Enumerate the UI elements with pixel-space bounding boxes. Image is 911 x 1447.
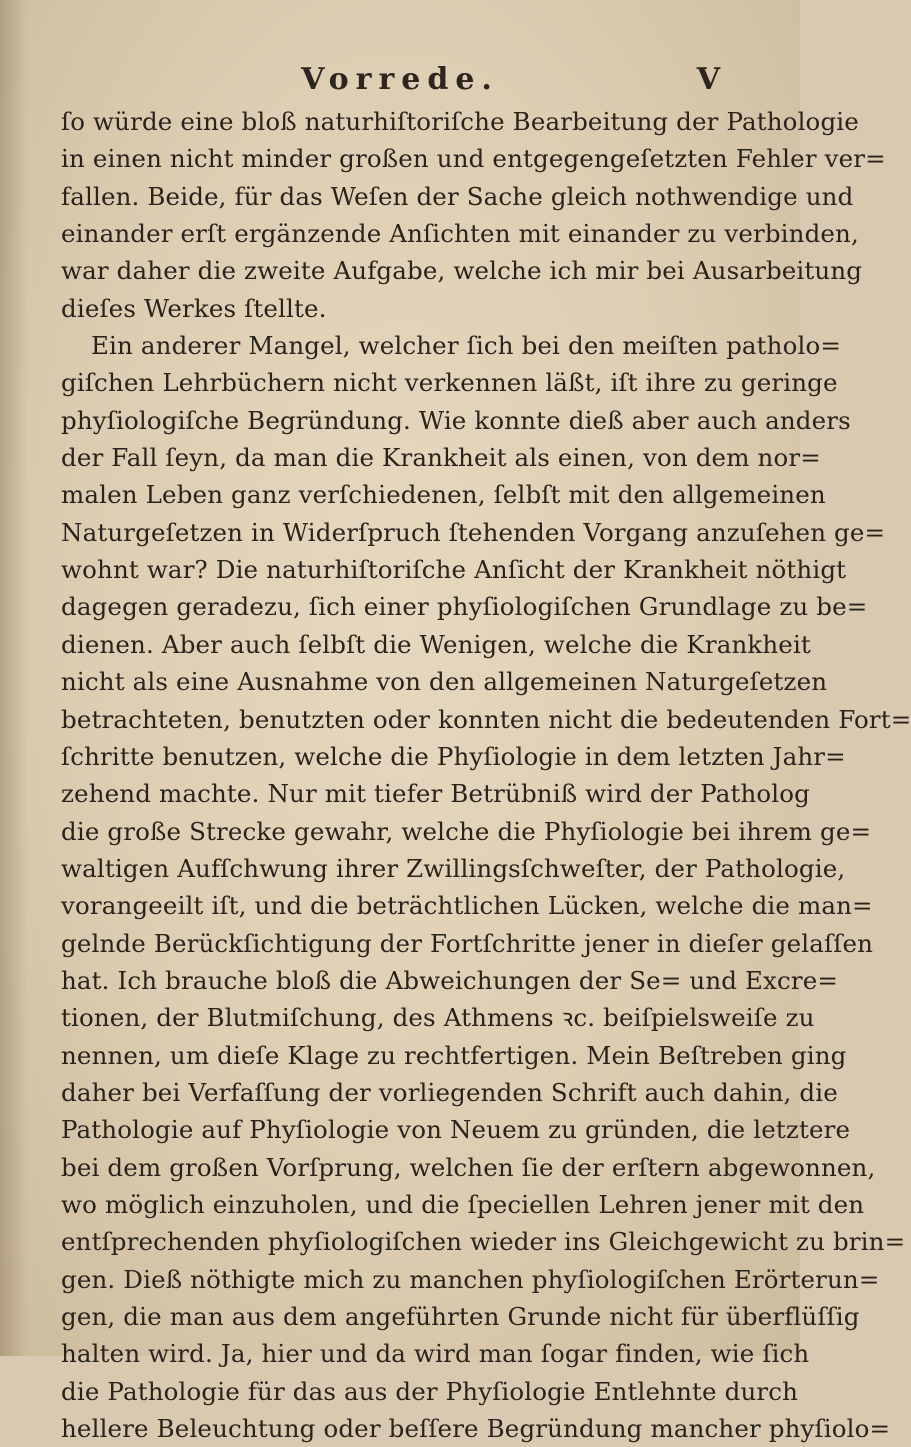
text-line: zehend machte. Nur mit tiefer Betrübniß wird der Patholog [61, 779, 811, 809]
paragraph-start-line: Ein anderer Mangel, welcher ſich bei den meiſten patholo= [91, 331, 842, 361]
text-line: giſchen Lehrbüchern nicht verkennen läßt, iſt ihre zu geringe [61, 368, 838, 398]
text-line: die Pathologie für das aus der Phyſiologie Entlehnte durch [61, 1376, 799, 1406]
text-line: entſprechenden phyſiologiſchen wieder ins Gleichgewicht zu brin= [61, 1227, 906, 1257]
text-line: hellere Beleuchtung oder beſſere Begründung mancher phyſiolo= [61, 1414, 891, 1444]
text-line: Naturgeſetzen in Widerſpruch ſtehenden Vorgang anzuſehen ge= [61, 517, 886, 547]
running-head: Vorrede. [301, 62, 499, 97]
text-line: malen Leben ganz verſchiedenen, ſelbſt mit den allgemeinen [61, 480, 826, 510]
page-number: V [696, 62, 720, 97]
text-line: tionen, der Blutmiſchung, des Athmens ꝛc. beiſpielsweiſe zu [61, 1003, 815, 1033]
text-line: fallen. Beide, für das Weſen der Sache gleich nothwendige und [61, 181, 854, 211]
text-line: gelnde Berückſichtigung der Fortſchritte jener in dieſer gelaſſen [61, 928, 874, 958]
text-line: war daher die zweite Aufgabe, welche ich mir bei Ausarbeitung [61, 256, 863, 286]
text-line: dagegen geradezu, ſich einer phyſiologiſchen Grundlage zu be= [61, 592, 868, 622]
text-line: ſchritte benutzen, welche die Phyſiologie in dem letzten Jahr= [61, 741, 846, 771]
text-line: einander erſt ergänzende Anſichten mit einander zu verbinden, [61, 219, 859, 249]
page-header [60, 62, 740, 102]
text-line: Pathologie auf Phyſiologie von Neuem zu gründen, die letztere [61, 1115, 851, 1145]
text-line: ſo würde eine bloß naturhiſtoriſche Bearbeitung der Pathologie [61, 107, 859, 136]
text-line: nennen, um dieſe Klage zu rechtfertigen. Mein Beſtreben ging [61, 1040, 847, 1070]
page-gutter-shadow [0, 0, 28, 1356]
text-line: wohnt war? Die naturhiſtoriſche Anſicht der Krankheit nöthigt [61, 555, 847, 585]
text-line: nicht als eine Ausnahme von den allgemeinen Naturgeſetzen [61, 667, 828, 697]
text-line: dieſes Werkes ſtellte. [61, 293, 327, 323]
text-line: wo möglich einzuholen, und die ſpeciellen Lehren jener mit den [61, 1189, 865, 1219]
text-line: dienen. Aber auch ſelbſt die Wenigen, welche die Krankheit [61, 629, 811, 659]
text-line: hat. Ich brauche bloß die Abweichungen der Se= und Excre= [61, 965, 839, 995]
text-line: vorangeeilt iſt, und die beträchtlichen Lücken, welche die man= [61, 891, 873, 921]
text-line: halten wird. Ja, hier und da wird man ſogar finden, wie ſich [61, 1339, 810, 1369]
text-line: gen, die man aus dem angeführten Grunde nicht für überflüſſig [61, 1302, 860, 1331]
text-line: der Fall ſeyn, da man die Krankheit als einen, von dem nor= [61, 443, 821, 473]
text-line: in einen nicht minder großen und entgegengeſetzten Fehler ver= [61, 144, 886, 174]
text-line: die große Strecke gewahr, welche die Phyſiologie bei ihrem ge= [61, 816, 872, 846]
text-line: bei dem großen Vorſprung, welchen ſie der erſtern abgewonnen, [61, 1152, 876, 1182]
text-line: daher bei Verfaſſung der vorliegenden Schrift auch dahin, die [61, 1077, 838, 1107]
text-line: gen. Dieß nöthigte mich zu manchen phyſiologiſchen Erörterun= [61, 1264, 880, 1294]
text-line: phyſiologiſche Begründung. Wie konnte dieß aber auch anders [61, 405, 851, 435]
text-line: betrachteten, benutzten oder konnten nicht die bedeutenden Fort= [61, 704, 911, 734]
text-line: waltigen Aufſchwung ihrer Zwillingsſchweſter, der Pathologie, [61, 853, 846, 883]
body-text [61, 103, 911, 1447]
